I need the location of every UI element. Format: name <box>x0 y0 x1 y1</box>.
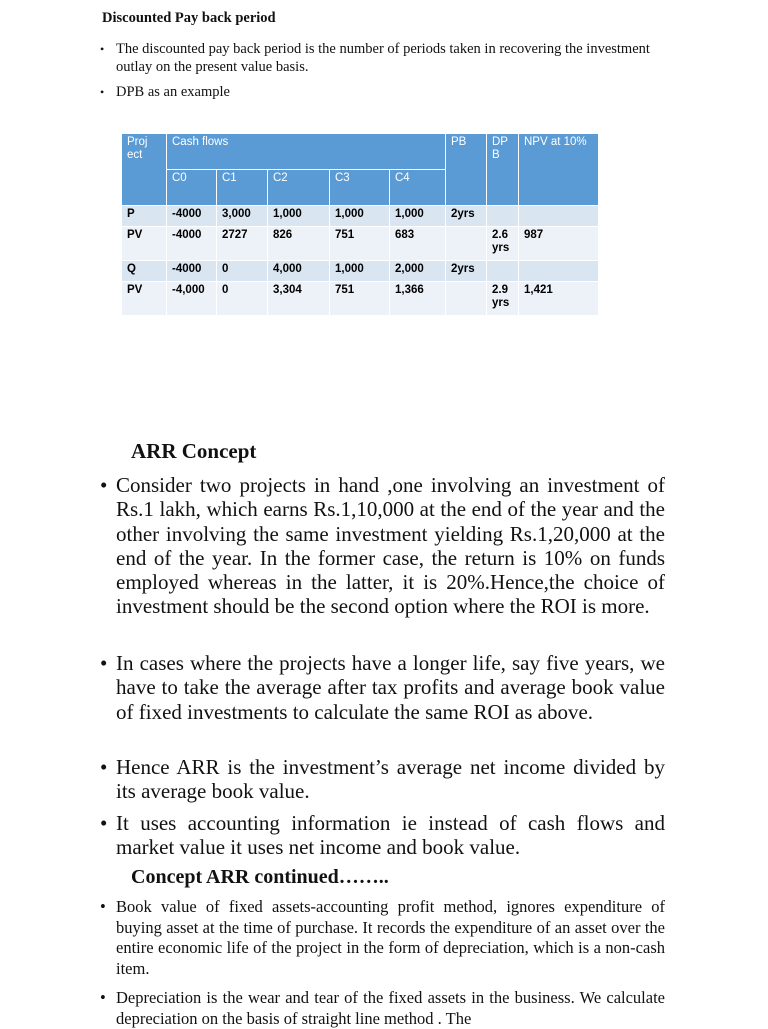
table-cell: 3,000 <box>217 206 268 227</box>
table-cell: 683 <box>390 227 446 261</box>
bullet-item <box>100 473 665 619</box>
bullet-text: Depreciation is the wear and tear of the fixed assets in the business. We calculate depreciation on the basis of straight line method . The <box>116 988 665 1028</box>
bullet-text: Hence ARR is the investment’s average net income divided by its average book value. <box>116 755 665 804</box>
section-heading-arr-continued: Concept ARR continued…….. <box>131 866 389 888</box>
table-cell: 987 <box>519 227 599 261</box>
table-cell <box>519 261 599 282</box>
bullet-text: Book value of fixed assets-accounting profit method, ignores expenditure of buying asset at the time of purchase. It records the expenditure of an asset over the entire economic life of the project in the form of depreciation, which is a non-cash item. <box>116 897 665 979</box>
bullet-dot: • <box>100 811 108 835</box>
table-cell <box>487 206 519 227</box>
table-cell: Q <box>122 261 167 282</box>
table-row <box>122 227 599 261</box>
col-header-dpb: DP B <box>487 134 519 206</box>
bullet-text: The discounted pay back period is the number of periods taken in recovering the investment outlay on the present value basis. <box>116 41 650 75</box>
table-cell: 2yrs <box>446 261 487 282</box>
table-cell: PV <box>122 227 167 261</box>
table-cell: 1,366 <box>390 282 446 316</box>
table-cell: 1,000 <box>390 206 446 227</box>
table-cell: 2yrs <box>446 206 487 227</box>
table-cell: 751 <box>330 227 390 261</box>
bullet-item <box>100 83 660 101</box>
table-cell <box>487 261 519 282</box>
bullet-dot: • <box>100 651 108 675</box>
col-header-npv: NPV at 10% <box>519 134 599 206</box>
table-cell: 2.9 yrs <box>487 282 519 316</box>
table-cell: 2727 <box>217 227 268 261</box>
table-row <box>122 282 599 316</box>
bullet-dot: • <box>100 755 108 779</box>
table-cell: 826 <box>268 227 330 261</box>
table-cell <box>446 227 487 261</box>
table-cell: 1,000 <box>330 261 390 282</box>
table-row <box>122 261 599 282</box>
bullet-item <box>100 988 665 1029</box>
bullet-item <box>100 755 665 804</box>
bullet-item <box>100 651 665 724</box>
table-cell: 1,000 <box>330 206 390 227</box>
sub-header-c4: C4 <box>390 170 446 206</box>
bullet-dot: • <box>100 988 106 1007</box>
bullet-item <box>100 897 665 980</box>
table-cell: 3,304 <box>268 282 330 316</box>
page-title: Discounted Pay back period <box>102 10 276 26</box>
table-cell: -4000 <box>167 206 217 227</box>
bullet-item <box>100 811 665 860</box>
table-cell: 0 <box>217 282 268 316</box>
bullet-text: DPB as an example <box>116 84 230 100</box>
table-cell <box>519 206 599 227</box>
table-cell: P <box>122 206 167 227</box>
bullet-dot: • <box>100 473 108 497</box>
table-cell: 2.6 yrs <box>487 227 519 261</box>
bullet-item <box>100 40 660 76</box>
table-cell <box>446 282 487 316</box>
bullet-text: Consider two projects in hand ,one involving an investment of Rs.1 lakh, which earns Rs.1,10,000 at the end of the year and the other involving the same investment yielding Rs.1,20,000 at the end of the year. In the former case, the return is 10% on funds employed whereas in the latter, it is 20%.Hence,the choice of investment should be the second option where the ROI is more. <box>116 473 665 619</box>
sub-header-c2: C2 <box>268 170 330 206</box>
sub-header-c1: C1 <box>217 170 268 206</box>
table-cell: -4000 <box>167 227 217 261</box>
sub-header-c0: C0 <box>167 170 217 206</box>
table-cell: -4,000 <box>167 282 217 316</box>
table-row <box>122 206 599 227</box>
table-cell: 1,000 <box>268 206 330 227</box>
bullet-text: In cases where the projects have a longer life, say five years, we have to take the average after tax profits and average book value of fixed investments to calculate the same ROI as above. <box>116 651 665 724</box>
bullet-dot: • <box>100 42 105 56</box>
table-cell: 0 <box>217 261 268 282</box>
table-cell: 1,421 <box>519 282 599 316</box>
sub-header-c3: C3 <box>330 170 390 206</box>
col-header-pb: PB <box>446 134 487 206</box>
bullet-text: It uses accounting information ie instead of cash flows and market value it uses net income and book value. <box>116 811 665 860</box>
table-cell: 2,000 <box>390 261 446 282</box>
col-header-cash-flows: Cash flows <box>167 134 446 170</box>
section-heading-arr: ARR Concept <box>131 439 257 463</box>
table-cell: PV <box>122 282 167 316</box>
bullet-dot: • <box>100 85 105 99</box>
col-header-project: Proj ect <box>122 134 167 206</box>
table-cell: 4,000 <box>268 261 330 282</box>
dpb-table <box>121 133 599 316</box>
table-cell: 751 <box>330 282 390 316</box>
bullet-dot: • <box>100 897 106 916</box>
table-cell: -4000 <box>167 261 217 282</box>
